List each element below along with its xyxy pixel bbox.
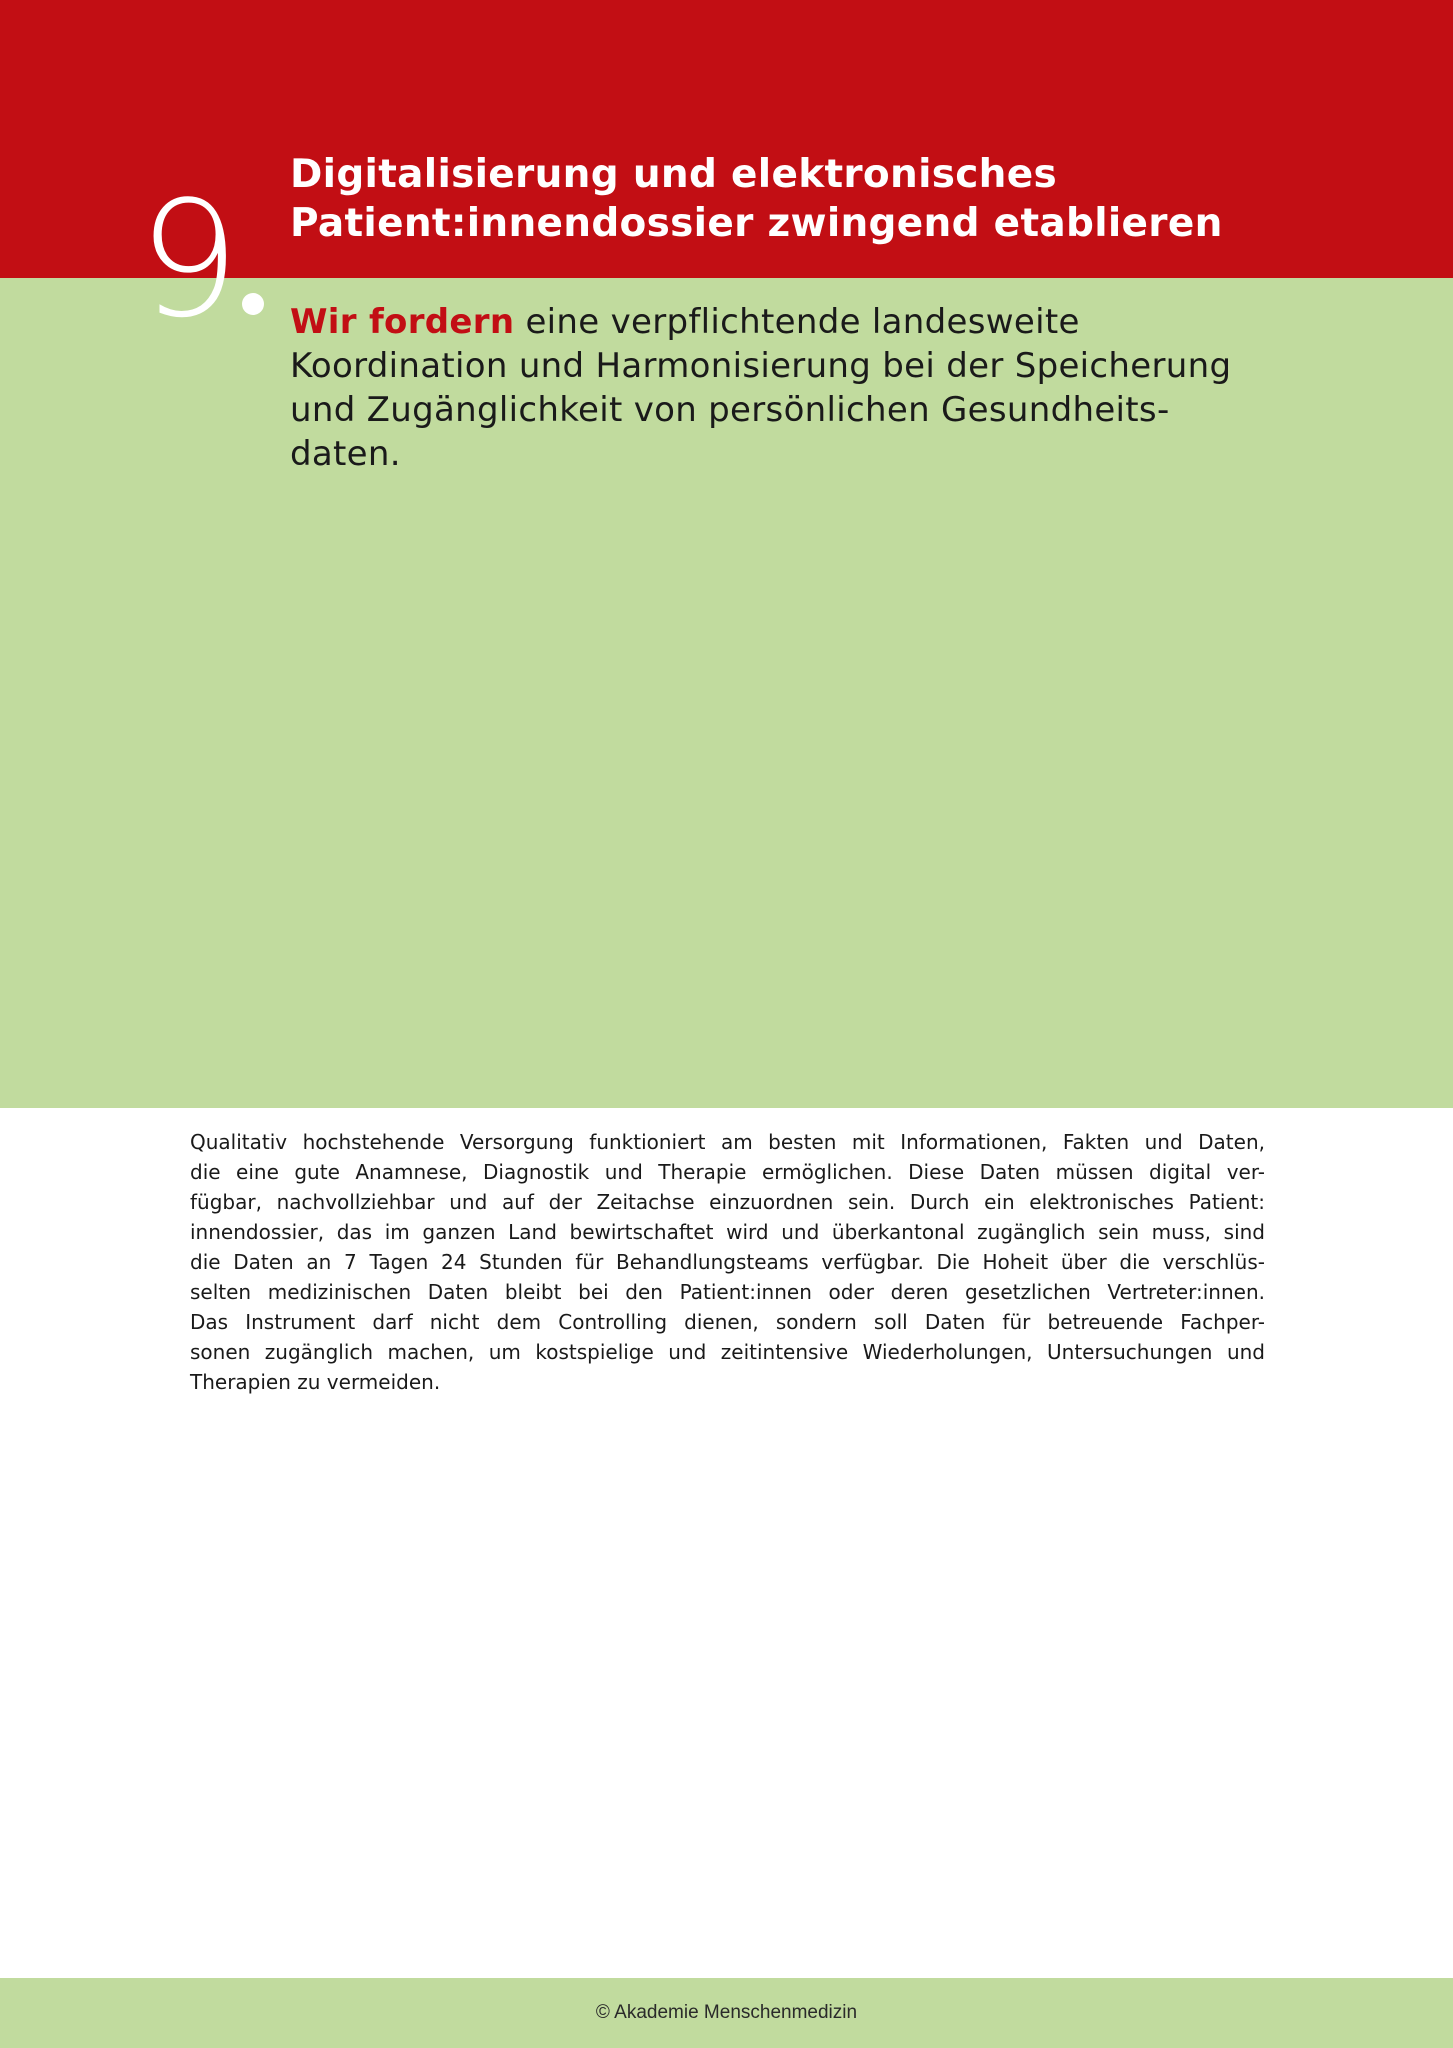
- body-line: fügbar, nachvollziehbar und auf der Zeitachse einzuordnen sein. Durch ein elektronisches Patient:: [190, 1190, 1265, 1214]
- section-number-digit: 9: [138, 166, 238, 353]
- footer-copyright: © Akademie Menschenmedizin: [595, 2002, 858, 2023]
- body-line: Therapien zu vermeiden.: [190, 1370, 441, 1394]
- section-title: [290, 150, 1390, 248]
- section-number: [138, 166, 264, 353]
- section-title-line: Digitalisierung und elektronisches: [290, 152, 1058, 197]
- body-line: selten medizinischen Daten bleibt bei den Patient:innen oder deren gesetzlichen Vertreter:innen.: [190, 1280, 1265, 1304]
- body-line: die Daten an 7 Tagen 24 Stunden für Behandlungsteams verfügbar. Die Hoheit über die verschlüs-: [190, 1250, 1265, 1274]
- body-paragraph: [190, 1127, 1265, 1397]
- body-line: die eine gute Anamnese, Diagnostik und Therapie ermöglichen. Diese Daten müssen digital ver-: [190, 1160, 1265, 1184]
- body-line: Qualitativ hochstehende Versorgung funktioniert am besten mit Informationen, Fakten und Daten,: [190, 1130, 1265, 1154]
- demand-line: daten.: [290, 434, 401, 474]
- section-title-line: Patient:innendossier zwingend etablieren: [290, 201, 1223, 246]
- demand-line-text: eine verpflichtende landesweite: [514, 302, 1080, 342]
- body-line: sonen zugänglich machen, um kostspielige und zeitintensive Wiederholungen, Untersuchungen und: [190, 1340, 1265, 1364]
- body-line: Das Instrument darf nicht dem Controlling dienen, sondern soll Daten für betreuende Fachper-: [190, 1310, 1265, 1334]
- section-number-dot: [242, 293, 264, 315]
- footer-band: [0, 1978, 1453, 2048]
- body-line: innendossier, das im ganzen Land bewirtschaftet wird und überkantonal zugänglich sein muss, sind: [190, 1220, 1265, 1244]
- demand-accent: Wir fordern: [290, 302, 515, 342]
- demand-line: [290, 300, 1390, 344]
- demand-line: Koordination und Harmonisierung bei der Speicherung: [290, 346, 1232, 386]
- demand-statement: [290, 300, 1390, 476]
- demand-line: und Zugänglichkeit von persönlichen Gesundheits-: [290, 390, 1170, 430]
